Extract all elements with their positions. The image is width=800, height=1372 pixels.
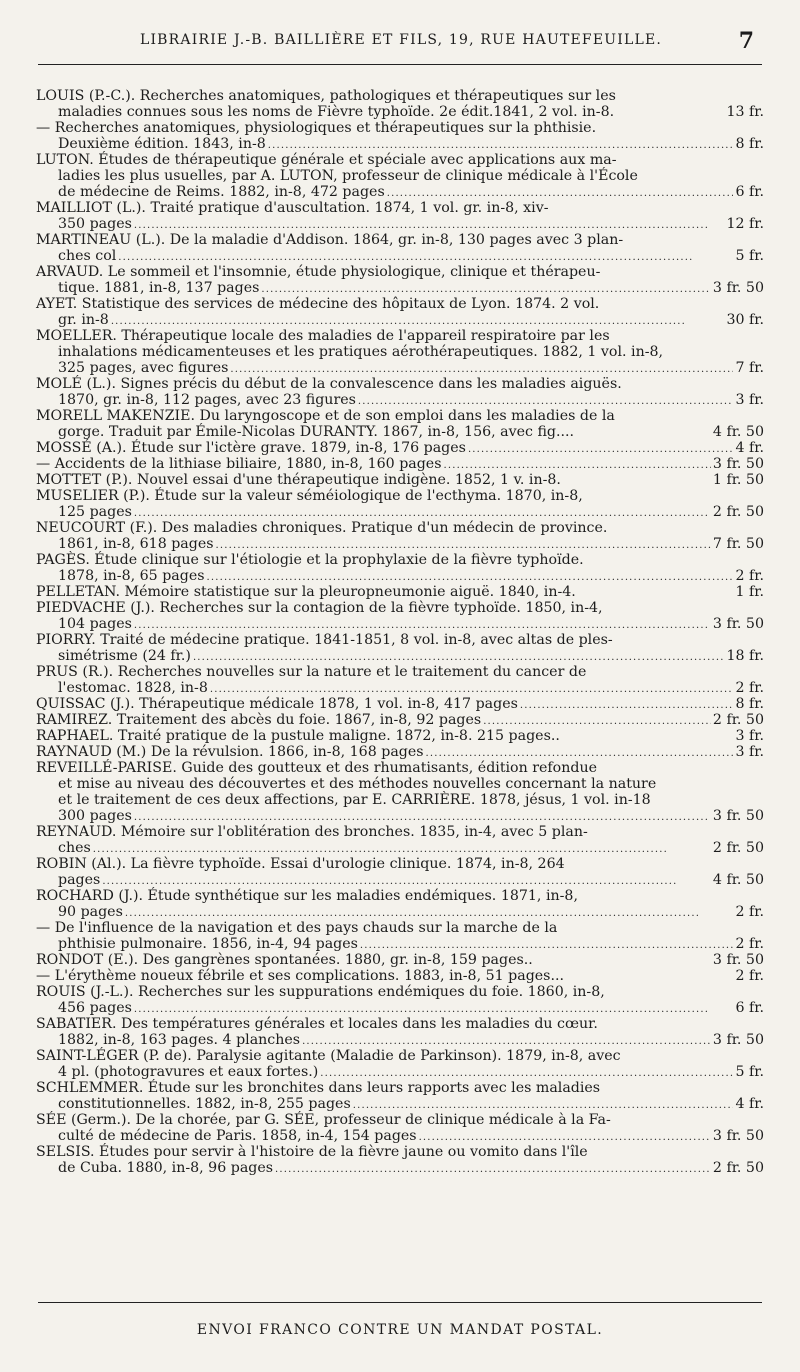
- entry-text: culté de médecine de Paris. 1858, in-4, 154 pages: [58, 1128, 417, 1144]
- leader-dots: [275, 1160, 711, 1178]
- entry-price: 2 fr.: [735, 568, 764, 584]
- entry-text: 1878, in-8, 65 pages: [58, 568, 205, 584]
- entry-price: 3 fr. 50: [712, 616, 764, 632]
- entry-line: [36, 840, 764, 856]
- entry-text: 1870, gr. in-8, 112 pages, avec 23 figures: [58, 392, 356, 408]
- page-number: 7: [738, 28, 754, 54]
- catalog-entry: [36, 1048, 764, 1080]
- entry-price: 4 fr. 50: [712, 424, 764, 440]
- entry-line: [36, 808, 764, 824]
- entry-line: [36, 664, 764, 680]
- entry-line: [36, 616, 764, 632]
- entry-line: [36, 472, 764, 488]
- catalog-entry: [36, 712, 764, 728]
- catalog-entry: [36, 984, 764, 1016]
- entry-price: 8 fr.: [735, 696, 764, 712]
- entry-text: MARTINEAU (L.). De la maladie d'Addison. 1864, gr. in-8, 130 pages avec 3 plan-: [36, 232, 624, 248]
- entry-line: [36, 920, 764, 936]
- entry-line: [36, 296, 764, 312]
- entry-price: 3 fr.: [735, 728, 764, 744]
- catalog-entry: [36, 152, 764, 200]
- catalog-entry: [36, 968, 764, 984]
- entry-text: l'estomac. 1828, in-8: [58, 680, 208, 696]
- entry-line: [36, 1048, 764, 1064]
- entry-line: [36, 120, 764, 136]
- catalog-entries: [36, 88, 764, 1176]
- page-header: [40, 28, 762, 54]
- entry-text: LOUIS (P.-C.). Recherches anatomiques, pathologiques et thérapeutiques sur les: [36, 88, 616, 104]
- entry-line: [36, 440, 764, 456]
- entry-price: 2 fr.: [735, 968, 764, 984]
- entry-line: [36, 776, 764, 792]
- entry-line: [36, 888, 764, 904]
- entry-price: 4 fr.: [735, 440, 764, 456]
- entry-line: [36, 696, 764, 712]
- entry-line: [36, 984, 764, 1000]
- entry-price: 2 fr.: [735, 904, 764, 920]
- entry-line: [36, 216, 764, 232]
- entry-text: 104 pages: [58, 616, 132, 632]
- catalog-entry: [36, 472, 764, 488]
- entry-price: 2 fr.: [735, 680, 764, 696]
- catalog-entry: [36, 664, 764, 696]
- entry-price: 7 fr.: [735, 360, 764, 376]
- entry-line: [36, 552, 764, 568]
- entry-text: ARVAUD. Le sommeil et l'insomnie, étude physiologique, clinique et thérapeu-: [36, 264, 601, 280]
- entry-line: [36, 1112, 764, 1128]
- entry-line: [36, 312, 764, 328]
- entry-price: 1 fr. 50: [712, 472, 764, 488]
- catalog-entry: [36, 600, 764, 632]
- entry-text: tique. 1881, in-8, 137 pages: [58, 280, 260, 296]
- entry-text: PIEDVACHE (J.). Recherches sur la contagion de la fièvre typhoïde. 1850, in-4,: [36, 600, 603, 616]
- catalog-entry: [36, 632, 764, 664]
- entry-line: [36, 200, 764, 216]
- catalog-entry: [36, 328, 764, 376]
- entry-line: [36, 152, 764, 168]
- entry-line: [36, 568, 764, 584]
- entry-text: — Accidents de la lithiase biliaire, 1880, in-8, 160 pages: [36, 456, 442, 472]
- entry-text: RAMIREZ. Traitement des abcès du foie. 1867, in-8, 92 pages: [36, 712, 482, 728]
- entry-price: 13 fr.: [726, 104, 764, 120]
- catalog-entry: [36, 520, 764, 552]
- entry-text: MUSELIER (P.). Étude sur la valeur séméiologique de l'ecthyma. 1870, in-8,: [36, 488, 583, 504]
- entry-text: MOELLER. Thérapeutique locale des maladies de l'appareil respiratoire par les: [36, 328, 610, 344]
- entry-price: 3 fr. 50: [712, 1032, 764, 1048]
- entry-line: [36, 936, 764, 952]
- entry-text: PIORRY. Traité de médecine pratique. 1841-1851, 8 vol. in-8, avec altas de ples-: [36, 632, 613, 648]
- entry-text: MORELL MAKENZIE. Du laryngoscope et de son emploi dans les maladies de la: [36, 408, 615, 424]
- entry-line: [36, 728, 764, 744]
- catalog-entry: [36, 728, 764, 744]
- catalog-entry: [36, 440, 764, 456]
- entry-line: [36, 904, 764, 920]
- entry-line: [36, 328, 764, 344]
- entry-text: MOTTET (P.). Nouvel essai d'une thérapeutique indigène. 1852, 1 v. in-8.: [36, 472, 561, 488]
- entry-text: inhalations médicamenteuses et les pratiques aérothérapeutiques. 1882, 1 vol. in-8,: [58, 344, 664, 360]
- page-footer: ENVOI FRANCO CONTRE UN MANDAT POSTAL.: [196, 1322, 604, 1338]
- entry-line: [36, 280, 764, 296]
- entry-price: 2 fr. 50: [712, 712, 764, 728]
- entry-line: [36, 1016, 764, 1032]
- entry-price: 8 fr.: [735, 136, 764, 152]
- entry-line: [36, 1032, 764, 1048]
- entry-price: 5 fr.: [735, 248, 764, 264]
- entry-price: 1 fr.: [735, 584, 764, 600]
- entry-line: [36, 88, 764, 104]
- entry-text: SELSIS. Études pour servir à l'histoire de la fièvre jaune ou vomito dans l'île: [36, 1144, 588, 1160]
- entry-line: [36, 1128, 764, 1144]
- entry-line: [36, 1096, 764, 1112]
- entry-line: [36, 1064, 764, 1080]
- entry-line: [36, 856, 764, 872]
- entry-line: [36, 712, 764, 728]
- catalog-entry: [36, 88, 764, 120]
- entry-line: [36, 408, 764, 424]
- entry-price: 3 fr. 50: [712, 952, 764, 968]
- entry-line: [36, 792, 764, 808]
- entry-text: pages: [58, 872, 101, 888]
- entry-line: [36, 136, 764, 152]
- entry-text: MAILLIOT (L.). Traité pratique d'auscultation. 1874, 1 vol. gr. in-8, xiv-: [36, 200, 549, 216]
- entry-text: REVEILLÉ-PARISE. Guide des goutteux et des rhumatisants, édition refondue: [36, 760, 597, 776]
- entry-text: 1882, in-8, 163 pages. 4 planches: [58, 1032, 301, 1048]
- entry-line: [36, 760, 764, 776]
- entry-line: [36, 360, 764, 376]
- catalog-entry: [36, 376, 764, 408]
- entry-price: 5 fr.: [735, 1064, 764, 1080]
- entry-line: [36, 184, 764, 200]
- entry-line: [36, 968, 764, 984]
- catalog-entry: [36, 296, 764, 328]
- entry-line: [36, 600, 764, 616]
- catalog-entry: [36, 232, 764, 264]
- entry-text: gr. in-8: [58, 312, 109, 328]
- entry-line: [36, 648, 764, 664]
- entry-text: et mise au niveau des découvertes et des méthodes nouvelles concernant la nature: [58, 776, 657, 792]
- entry-text: ches: [58, 840, 91, 856]
- catalog-entry: [36, 824, 764, 856]
- catalog-entry: [36, 584, 764, 600]
- entry-text: RAYNAUD (M.) De la révulsion. 1866, in-8, 168 pages: [36, 744, 424, 760]
- entry-line: [36, 632, 764, 648]
- entry-text: gorge. Traduit par Émile-Nicolas DURANTY. 1867, in-8, 156, avec fig....: [58, 424, 575, 440]
- entry-line: [36, 1144, 764, 1160]
- entry-line: [36, 248, 764, 264]
- entry-price: 2 fr. 50: [712, 840, 764, 856]
- entry-text: 125 pages: [58, 504, 132, 520]
- entry-price: 2 fr. 50: [712, 504, 764, 520]
- entry-text: ROUIS (J.-L.). Recherches sur les suppurations endémiques du foie. 1860, in-8,: [36, 984, 605, 1000]
- entry-price: 3 fr. 50: [712, 280, 764, 296]
- entry-price: 6 fr.: [735, 1000, 764, 1016]
- entry-price: 12 fr.: [726, 216, 764, 232]
- catalog-entry: [36, 488, 764, 520]
- catalog-entry: [36, 456, 764, 472]
- entry-text: phthisie pulmonaire. 1856, in-4, 94 pages: [58, 936, 358, 952]
- catalog-entry: [36, 1016, 764, 1048]
- entry-text: NEUCOURT (F.). Des maladies chroniques. Pratique d'un médecin de province.: [36, 520, 608, 536]
- entry-text: 350 pages: [58, 216, 132, 232]
- entry-line: [36, 488, 764, 504]
- entry-line: [36, 104, 764, 120]
- entry-text: ladies les plus usuelles, par A. LUTON, professeur de clinique médicale à l'École: [58, 168, 638, 184]
- entry-line: [36, 1000, 764, 1016]
- entry-text: Deuxième édition. 1843, in-8: [58, 136, 266, 152]
- entry-price: 3 fr. 50: [712, 1128, 764, 1144]
- entry-text: constitutionnelles. 1882, in-8, 255 pages: [58, 1096, 351, 1112]
- entry-line: [36, 504, 764, 520]
- catalog-entry: [36, 856, 764, 888]
- entry-price: 3 fr.: [735, 744, 764, 760]
- entry-price: 7 fr. 50: [712, 536, 764, 552]
- catalog-entry: [36, 920, 764, 952]
- entry-text: REYNAUD. Mémoire sur l'oblitération des bronches. 1835, in-4, avec 5 plan-: [36, 824, 588, 840]
- entry-text: simétrisme (24 fr.): [58, 648, 191, 664]
- catalog-entry: [36, 1080, 764, 1112]
- entry-price: 30 fr.: [726, 312, 764, 328]
- entry-text: de médecine de Reims. 1882, in-8, 472 pages: [58, 184, 385, 200]
- entry-text: MOLÉ (L.). Signes précis du début de la convalescence dans les maladies aiguës.: [36, 376, 622, 392]
- entry-text: 1861, in-8, 618 pages: [58, 536, 214, 552]
- catalog-entry: [36, 760, 764, 824]
- header-title: LIBRAIRIE J.-B. BAILLIÈRE ET FILS, 19, RUE HAUTEFEUILLE.: [139, 32, 663, 48]
- catalog-entry: [36, 120, 764, 152]
- entry-text: de Cuba. 1880, in-8, 96 pages: [58, 1160, 274, 1176]
- entry-text: SÉE (Germ.). De la chorée, par G. SÉE, professeur de clinique médicale à la Fa-: [36, 1112, 611, 1128]
- entry-line: [36, 456, 764, 472]
- entry-price: 2 fr. 50: [712, 1160, 764, 1176]
- entry-text: ROCHARD (J.). Étude synthétique sur les maladies endémiques. 1871, in-8,: [36, 888, 578, 904]
- entry-text: maladies connues sous les noms de Fièvre typhoïde. 2e édit.1841, 2 vol. in-8.: [58, 104, 615, 120]
- entry-text: SCHLEMMER. Étude sur les bronchites dans leurs rapports avec les maladies: [36, 1080, 601, 1096]
- entry-line: [36, 232, 764, 248]
- entry-line: [36, 376, 764, 392]
- entry-line: [36, 344, 764, 360]
- entry-text: et le traitement de ces deux affections, par E. CARRIÈRE. 1878, jésus, 1 vol. in-18: [58, 792, 651, 808]
- entry-text: ches col: [58, 248, 117, 264]
- catalog-entry: [36, 200, 764, 232]
- entry-text: — Recherches anatomiques, physiologiques et thérapeutiques sur la phthisie.: [36, 120, 597, 136]
- entry-text: MOSSÉ (A.). Étude sur l'ictère grave. 1879, in-8, 176 pages: [36, 440, 466, 456]
- entry-line: [36, 584, 764, 600]
- entry-line: [36, 264, 764, 280]
- entry-text: — De l'influence de la navigation et des pays chauds sur la marche de la: [36, 920, 558, 936]
- entry-text: — L'érythème noueux fébrile et ses complications. 1883, in-8, 51 pages...: [36, 968, 564, 984]
- entry-line: [36, 872, 764, 888]
- entry-price: 3 fr. 50: [712, 456, 764, 472]
- entry-text: QUISSAC (J.). Thérapeutique médicale 1878, 1 vol. in-8, 417 pages: [36, 696, 518, 712]
- entry-line: [36, 952, 764, 968]
- entry-text: ROBIN (Al.). La fièvre typhoïde. Essai d'urologie clinique. 1874, in-8, 264: [36, 856, 565, 872]
- footer-rule: [38, 1302, 762, 1303]
- entry-line: [36, 520, 764, 536]
- entry-text: 300 pages: [58, 808, 132, 824]
- catalog-entry: [36, 408, 764, 440]
- entry-text: LUTON. Études de thérapeutique générale et spéciale avec applications aux ma-: [36, 152, 617, 168]
- catalog-entry: [36, 1144, 764, 1176]
- entry-line: [36, 1080, 764, 1096]
- entry-price: 6 fr.: [735, 184, 764, 200]
- catalog-entry: [36, 1112, 764, 1144]
- entry-text: RAPHAEL. Traité pratique de la pustule maligne. 1872, in-8. 215 pages..: [36, 728, 560, 744]
- catalog-entry: [36, 264, 764, 296]
- entry-line: [36, 680, 764, 696]
- entry-price: 3 fr.: [735, 392, 764, 408]
- entry-line: [36, 1160, 764, 1176]
- entry-line: [36, 536, 764, 552]
- entry-text: 456 pages: [58, 1000, 132, 1016]
- entry-price: 2 fr.: [735, 936, 764, 952]
- entry-text: 90 pages: [58, 904, 123, 920]
- entry-price: 18 fr.: [726, 648, 764, 664]
- entry-text: 4 pl. (photogravures et eaux fortes.): [58, 1064, 319, 1080]
- catalog-entry: [36, 696, 764, 712]
- entry-line: [36, 424, 764, 440]
- entry-line: [36, 392, 764, 408]
- entry-line: [36, 168, 764, 184]
- entry-text: PRUS (R.). Recherches nouvelles sur la nature et le traitement du cancer de: [36, 664, 587, 680]
- entry-text: PAGÈS. Étude clinique sur l'étiologie et la prophylaxie de la fièvre typhoïde.: [36, 552, 584, 568]
- entry-price: 3 fr. 50: [712, 808, 764, 824]
- entry-price: 4 fr.: [735, 1096, 764, 1112]
- entry-text: PELLETAN. Mémoire statistique sur la pleuropneumonie aiguë. 1840, in-4.: [36, 584, 576, 600]
- entry-line: [36, 824, 764, 840]
- catalog-entry: [36, 744, 764, 760]
- entry-text: RONDOT (E.). Des gangrènes spontanées. 1880, gr. in-8, 159 pages..: [36, 952, 533, 968]
- entry-price: 4 fr. 50: [712, 872, 764, 888]
- entry-text: AYET. Statistique des services de médecine des hôpitaux de Lyon. 1874. 2 vol.: [36, 296, 600, 312]
- catalog-entry: [36, 552, 764, 584]
- entry-text: SABATIER. Des températures générales et locales dans les maladies du cœur.: [36, 1016, 598, 1032]
- header-rule: [38, 64, 762, 65]
- entry-text: SAINT-LÉGER (P. de). Paralysie agitante (Maladie de Parkinson). 1879, in-8, avec: [36, 1048, 621, 1064]
- catalog-entry: [36, 952, 764, 968]
- entry-line: [36, 744, 764, 760]
- catalog-entry: [36, 888, 764, 920]
- entry-text: 325 pages, avec figures: [58, 360, 229, 376]
